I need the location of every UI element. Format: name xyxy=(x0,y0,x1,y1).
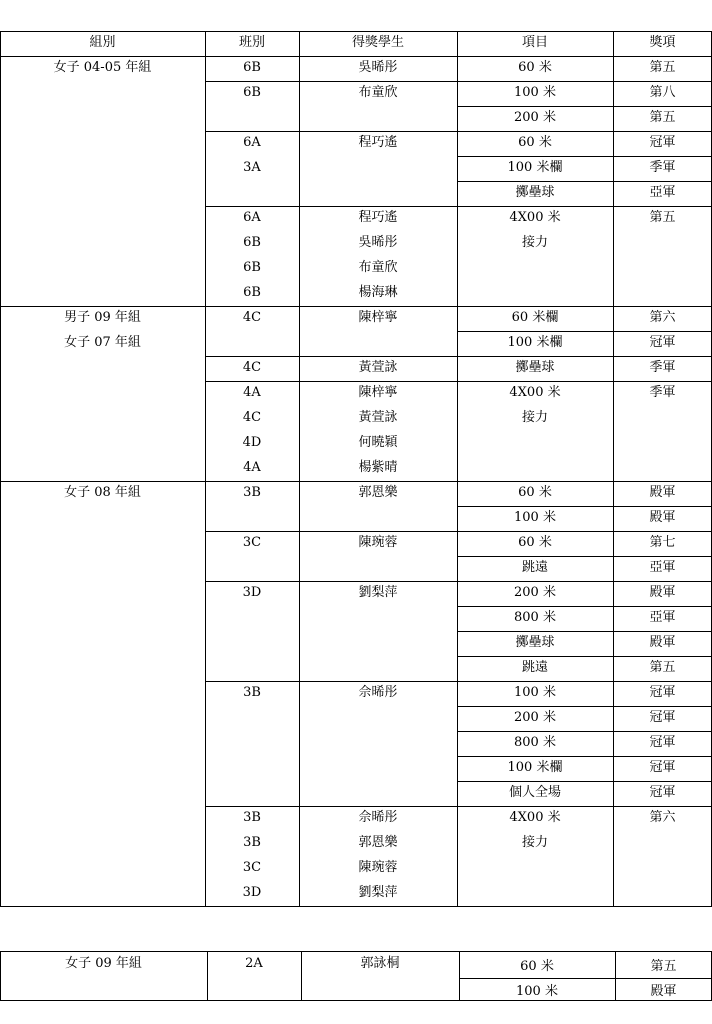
event-cell: 200 米 xyxy=(514,110,556,125)
column-divider xyxy=(459,951,460,1001)
student-name: 陳琬蓉 xyxy=(358,535,398,550)
event-cell: 100 米 xyxy=(514,510,556,525)
class-cell: 3A xyxy=(243,160,261,175)
class-cell: 4C xyxy=(242,310,262,325)
event-divider xyxy=(457,331,712,332)
class-cell: 4D xyxy=(242,435,262,450)
class-cell: 2A xyxy=(245,956,263,971)
relay-event: 接力 xyxy=(521,835,548,850)
event-cell: 60 米 xyxy=(518,135,552,150)
class-cell: 4C xyxy=(242,360,262,375)
event-cell: 100 米欄 xyxy=(507,760,563,775)
group-label: 男子 09 年組 xyxy=(64,310,141,325)
student-name: 佘晞彤 xyxy=(358,810,398,825)
class-cell: 6B xyxy=(243,60,261,75)
award-cell: 冠軍 xyxy=(649,760,676,775)
class-cell: 4C xyxy=(242,410,262,425)
event-divider xyxy=(457,756,712,757)
event-divider xyxy=(457,631,712,632)
class-cell: 6B xyxy=(243,285,261,300)
class-cell: 6B xyxy=(243,85,261,100)
student-name: 佘晞彤 xyxy=(358,685,398,700)
student-name: 黃萱詠 xyxy=(358,410,398,425)
event-divider xyxy=(457,156,712,157)
event-cell: 100 米 xyxy=(514,85,556,100)
student-name: 吳晞彤 xyxy=(358,235,398,250)
class-cell: 6A xyxy=(243,210,261,225)
student-name: 程巧遙 xyxy=(358,210,398,225)
award-cell: 冠軍 xyxy=(649,735,676,750)
event-cell: 60 米 xyxy=(518,535,552,550)
class-cell: 3B xyxy=(243,810,261,825)
event-divider xyxy=(459,978,712,979)
class-cell: 3B xyxy=(243,485,261,500)
event-cell: 擲壘球 xyxy=(515,360,555,375)
class-cell: 4A xyxy=(243,460,261,475)
event-divider xyxy=(457,781,712,782)
relay-event: 接力 xyxy=(521,235,548,250)
award-cell: 亞軍 xyxy=(649,560,676,575)
student-name: 郭詠桐 xyxy=(360,956,400,971)
student-name: 程巧遙 xyxy=(358,135,398,150)
column-divider xyxy=(0,31,1,907)
award-cell: 第六 xyxy=(649,810,676,825)
table-top-border xyxy=(0,31,712,32)
event-cell: 跳遠 xyxy=(521,660,548,675)
table-bottom-border xyxy=(0,1000,712,1001)
award-cell: 冠軍 xyxy=(649,710,676,725)
block-divider xyxy=(205,531,712,532)
award-cell: 殿軍 xyxy=(649,510,676,525)
block-divider xyxy=(205,806,712,807)
event-cell: 100 米 xyxy=(516,984,558,999)
student-name: 黃萱詠 xyxy=(358,360,398,375)
class-cell: 3B xyxy=(243,835,261,850)
column-divider xyxy=(207,951,208,1001)
event-cell: 擲壘球 xyxy=(515,635,555,650)
event-cell: 100 米欄 xyxy=(507,160,563,175)
column-divider xyxy=(301,951,302,1001)
class-cell: 4A xyxy=(243,385,261,400)
class-cell: 3D xyxy=(242,585,262,600)
column-divider xyxy=(299,31,300,907)
award-cell: 殿軍 xyxy=(650,984,677,999)
award-cell: 冠軍 xyxy=(649,335,676,350)
event-cell: 800 米 xyxy=(514,735,556,750)
event-divider xyxy=(457,106,712,107)
class-cell: 3C xyxy=(242,860,262,875)
block-divider xyxy=(205,81,712,82)
student-name: 布童欣 xyxy=(358,260,398,275)
event-divider xyxy=(457,556,712,557)
table-top-border xyxy=(0,951,712,952)
student-name: 陳梓寧 xyxy=(358,385,398,400)
event-cell: 跳遠 xyxy=(521,560,548,575)
award-cell: 殿軍 xyxy=(649,635,676,650)
section-divider xyxy=(0,481,712,482)
award-cell: 第八 xyxy=(649,85,676,100)
group-label: 女子 08 年組 xyxy=(64,485,141,500)
block-divider xyxy=(205,131,712,132)
award-cell: 第五 xyxy=(649,210,676,225)
block-divider xyxy=(205,356,712,357)
award-cell: 冠軍 xyxy=(649,135,676,150)
class-cell: 6B xyxy=(243,235,261,250)
award-cell: 季軍 xyxy=(649,360,676,375)
class-cell: 6B xyxy=(243,260,261,275)
header-cell: 獎項 xyxy=(649,35,676,50)
student-name: 何曉穎 xyxy=(358,435,398,450)
award-cell: 亞軍 xyxy=(649,610,676,625)
group-label: 女子 04-05 年組 xyxy=(53,60,152,75)
header-cell: 得獎學生 xyxy=(351,35,404,50)
header-cell: 項目 xyxy=(521,35,548,50)
award-cell: 季軍 xyxy=(649,385,676,400)
award-cell: 第七 xyxy=(649,535,676,550)
event-divider xyxy=(457,706,712,707)
column-divider xyxy=(0,951,1,1001)
student-name: 劉梨萍 xyxy=(358,585,398,600)
award-cell: 殿軍 xyxy=(649,485,676,500)
relay-event: 接力 xyxy=(521,410,548,425)
event-cell: 60 米 xyxy=(520,959,554,974)
event-divider xyxy=(457,606,712,607)
block-divider xyxy=(205,581,712,582)
relay-event: 4X00 米 xyxy=(509,385,561,400)
award-cell: 冠軍 xyxy=(649,685,676,700)
class-cell: 6A xyxy=(243,135,261,150)
event-cell: 個人全場 xyxy=(508,785,561,800)
column-divider xyxy=(615,951,616,1001)
column-divider xyxy=(205,31,206,907)
student-name: 吳晞彤 xyxy=(358,60,398,75)
award-cell: 亞軍 xyxy=(649,185,676,200)
event-cell: 100 米 xyxy=(514,685,556,700)
block-divider xyxy=(205,206,712,207)
student-name: 楊海琳 xyxy=(358,285,398,300)
header-cell: 組別 xyxy=(89,35,116,50)
student-name: 陳梓寧 xyxy=(358,310,398,325)
relay-event: 4X00 米 xyxy=(509,810,561,825)
student-name: 劉梨萍 xyxy=(358,885,398,900)
header-cell: 班別 xyxy=(238,35,265,50)
event-cell: 擲壘球 xyxy=(515,185,555,200)
event-divider xyxy=(457,506,712,507)
award-cell: 第五 xyxy=(649,660,676,675)
event-cell: 60 米 xyxy=(518,485,552,500)
student-name: 楊紫晴 xyxy=(358,460,398,475)
event-divider xyxy=(457,656,712,657)
event-cell: 100 米欄 xyxy=(507,335,563,350)
event-divider xyxy=(457,731,712,732)
event-cell: 200 米 xyxy=(514,585,556,600)
award-cell: 第五 xyxy=(649,110,676,125)
student-name: 布童欣 xyxy=(358,85,398,100)
award-cell: 季軍 xyxy=(649,160,676,175)
event-divider xyxy=(457,181,712,182)
block-divider xyxy=(205,381,712,382)
student-name: 郭恩樂 xyxy=(358,835,398,850)
section-divider xyxy=(0,906,712,907)
class-cell: 3B xyxy=(243,685,261,700)
header-bottom-border xyxy=(0,56,712,57)
class-cell: 3C xyxy=(242,535,262,550)
class-cell: 3D xyxy=(242,885,262,900)
event-cell: 200 米 xyxy=(514,710,556,725)
award-cell: 第六 xyxy=(649,310,676,325)
block-divider xyxy=(205,681,712,682)
award-cell: 殿軍 xyxy=(649,585,676,600)
section-divider xyxy=(0,306,712,307)
student-name: 陳琬蓉 xyxy=(358,860,398,875)
event-cell: 60 米欄 xyxy=(511,310,559,325)
event-cell: 60 米 xyxy=(518,60,552,75)
group-label: 女子 07 年組 xyxy=(64,335,141,350)
group-label: 女子 09 年組 xyxy=(65,956,142,971)
award-cell: 第五 xyxy=(650,959,677,974)
relay-event: 4X00 米 xyxy=(509,210,561,225)
event-cell: 800 米 xyxy=(514,610,556,625)
award-cell: 第五 xyxy=(649,60,676,75)
column-divider xyxy=(613,31,614,907)
column-divider xyxy=(457,31,458,907)
student-name: 郭恩樂 xyxy=(358,485,398,500)
award-cell: 冠軍 xyxy=(649,785,676,800)
